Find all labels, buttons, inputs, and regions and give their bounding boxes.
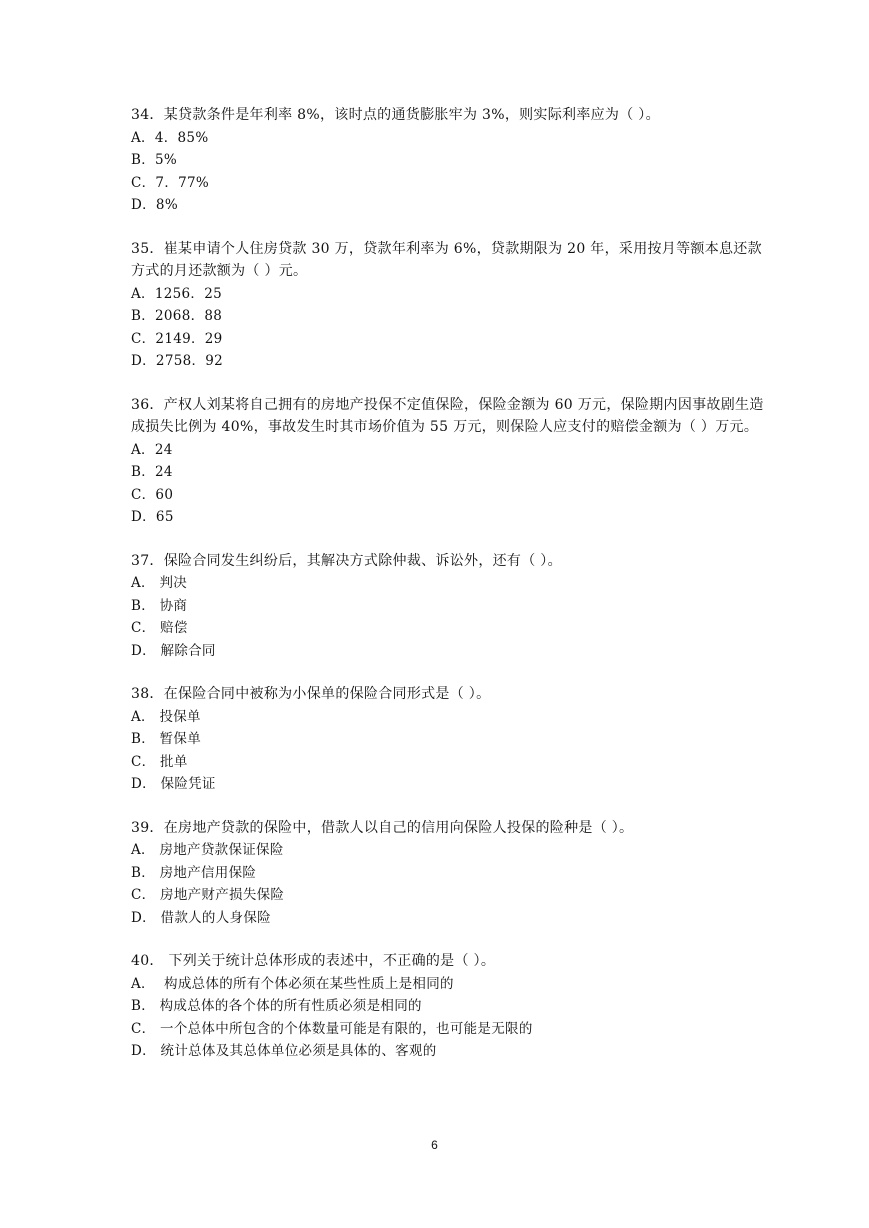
option-a: A． 判决 bbox=[131, 575, 188, 591]
option-c: C． 赔偿 bbox=[131, 620, 188, 636]
option-d: D． 统计总体及其总体单位必须是具体的、客观的 bbox=[131, 1043, 437, 1059]
option-a: A． 构成总体的所有个体必须在某些性质上是相同的 bbox=[131, 975, 454, 992]
question-35 bbox=[131, 238, 771, 373]
question-37 bbox=[131, 550, 771, 663]
option-d: D．8% bbox=[131, 197, 178, 213]
question-stem: 40． 下列关于统计总体形成的表述中，不正确的是（ ）。 bbox=[131, 953, 496, 969]
option-a: A． 投保单 bbox=[131, 708, 201, 725]
option-d: D． 保险凭证 bbox=[131, 776, 216, 792]
option-b: B．24 bbox=[131, 464, 173, 480]
option-d: D．65 bbox=[131, 509, 174, 525]
question-36 bbox=[131, 394, 771, 529]
option-c: C． 批单 bbox=[131, 753, 188, 770]
option-b: B．2068．88 bbox=[131, 308, 223, 324]
question-stem: 36．产权人刘某将自己拥有的房地产投保不定值保险，保险金额为 60 万元，保险期内因事故剧生造成损失比例为 40%，事故发生时其市场价值为 55 万元，则保险人应支付的赔偿金额为（ ）万元。 bbox=[131, 396, 764, 435]
question-34 bbox=[131, 104, 771, 217]
option-a: A．24 bbox=[131, 441, 173, 458]
question-40 bbox=[131, 950, 771, 1063]
option-b: B． 房地产信用保险 bbox=[131, 864, 257, 881]
question-list bbox=[131, 104, 771, 1084]
option-c: C． 一个总体中所包含的个体数量可能是有限的，也可能是无限的 bbox=[131, 1020, 533, 1037]
question-stem: 35．崔某申请个人住房贷款 30 万，贷款年利率为 6%，贷款期限为 20 年，采用按月等额本息还款方式的月还款额为（ ）元。 bbox=[131, 240, 762, 279]
option-c: C．7．77% bbox=[131, 174, 210, 191]
option-d: D．2758．92 bbox=[131, 353, 224, 369]
option-c: C．2149．29 bbox=[131, 330, 223, 347]
question-39 bbox=[131, 817, 771, 930]
question-stem: 37．保险合同发生纠纷后，其解决方式除仲裁、诉讼外，还有（ ）。 bbox=[131, 552, 562, 569]
option-a: A． 房地产贷款保证保险 bbox=[131, 842, 284, 858]
question-stem: 39．在房地产贷款的保险中，借款人以自己的信用向保险人投保的险种是（ ）。 bbox=[131, 819, 634, 836]
question-38 bbox=[131, 683, 771, 796]
option-a: A．1256．25 bbox=[131, 285, 222, 302]
option-b: B． 暂保单 bbox=[131, 731, 202, 747]
question-stem: 34．某贷款条件是年利率 8%，该时点的通货膨胀牢为 3%，则实际利率应为（ ）。 bbox=[131, 107, 660, 123]
option-a: A．4．85% bbox=[131, 129, 209, 146]
option-c: C．60 bbox=[131, 486, 174, 503]
option-b: B． 协商 bbox=[131, 597, 188, 614]
question-stem: 38．在保险合同中被称为小保单的保险合同形式是（ ）。 bbox=[131, 686, 491, 702]
option-b: B．5% bbox=[131, 152, 178, 168]
option-d: D． 解除合同 bbox=[131, 642, 216, 659]
option-d: D． 借款人的人身保险 bbox=[131, 909, 271, 926]
page-number: 6 bbox=[431, 1138, 438, 1152]
option-c: C． 房地产财产损失保险 bbox=[131, 887, 285, 903]
option-b: B． 构成总体的各个体的所有性质必须是相同的 bbox=[131, 998, 422, 1014]
